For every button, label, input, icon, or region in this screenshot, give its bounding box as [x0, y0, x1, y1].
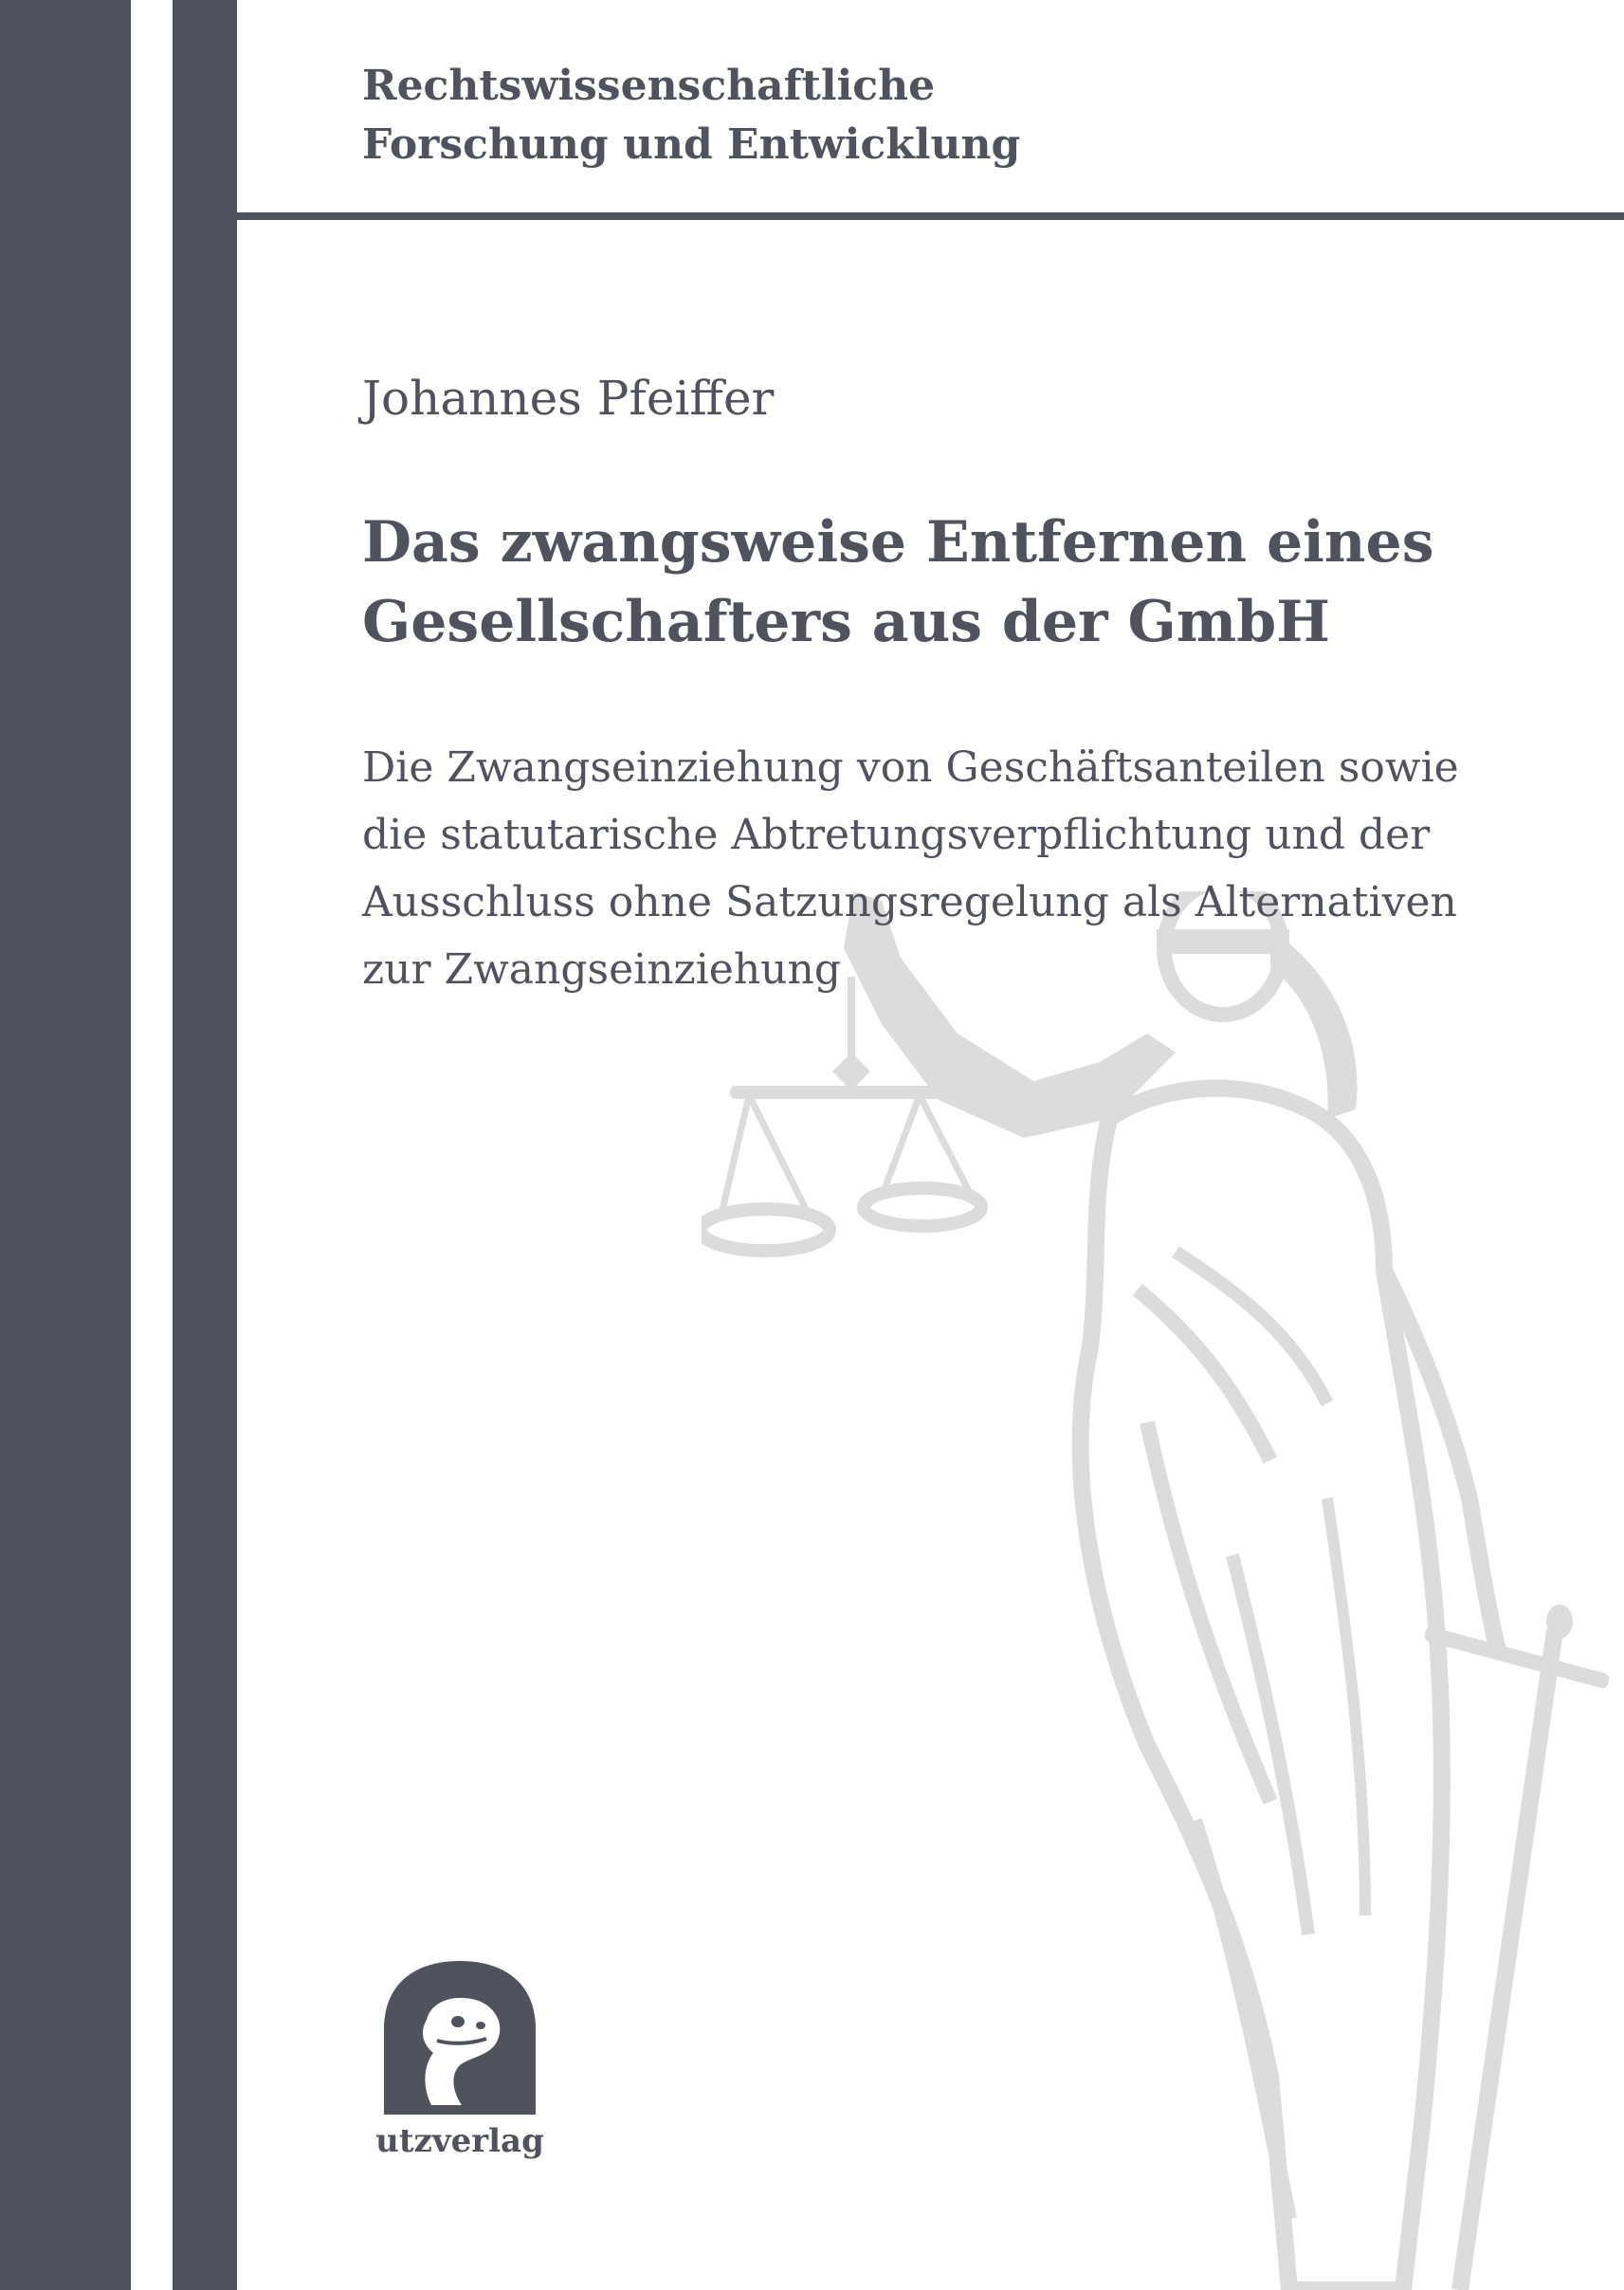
series-title-line-2: Forschung und Entwicklung [362, 120, 1021, 169]
book-title [362, 503, 1434, 662]
left-stripe-outer [0, 0, 131, 2290]
series-title-line-1: Rechtswissenschaftliche [362, 62, 936, 110]
book-subtitle-line-3: Ausschluss ohne Satzungsregelung als Alternativen [362, 878, 1457, 926]
justitia-icon [702, 891, 1624, 2290]
author-name: Johannes Pfeiffer [362, 371, 775, 426]
left-stripe-inner [173, 0, 237, 2290]
header-rule [237, 212, 1624, 220]
book-subtitle-line-1: Die Zwangseinziehung von Geschäftsanteilen sowie [362, 743, 1459, 792]
book-title-line-1: Das zwangsweise Entfernen eines [362, 509, 1434, 576]
book-subtitle [362, 734, 1459, 1003]
publisher-name: utzverlag [375, 2122, 544, 2160]
book-title-line-2: Gesellschafters aus der GmbH [362, 589, 1330, 655]
book-subtitle-line-4: zur Zwangseinziehung [362, 945, 842, 994]
book-subtitle-line-2: die statutarische Abtretungsverpflichtung und der [362, 811, 1431, 859]
series-title [362, 57, 1020, 174]
